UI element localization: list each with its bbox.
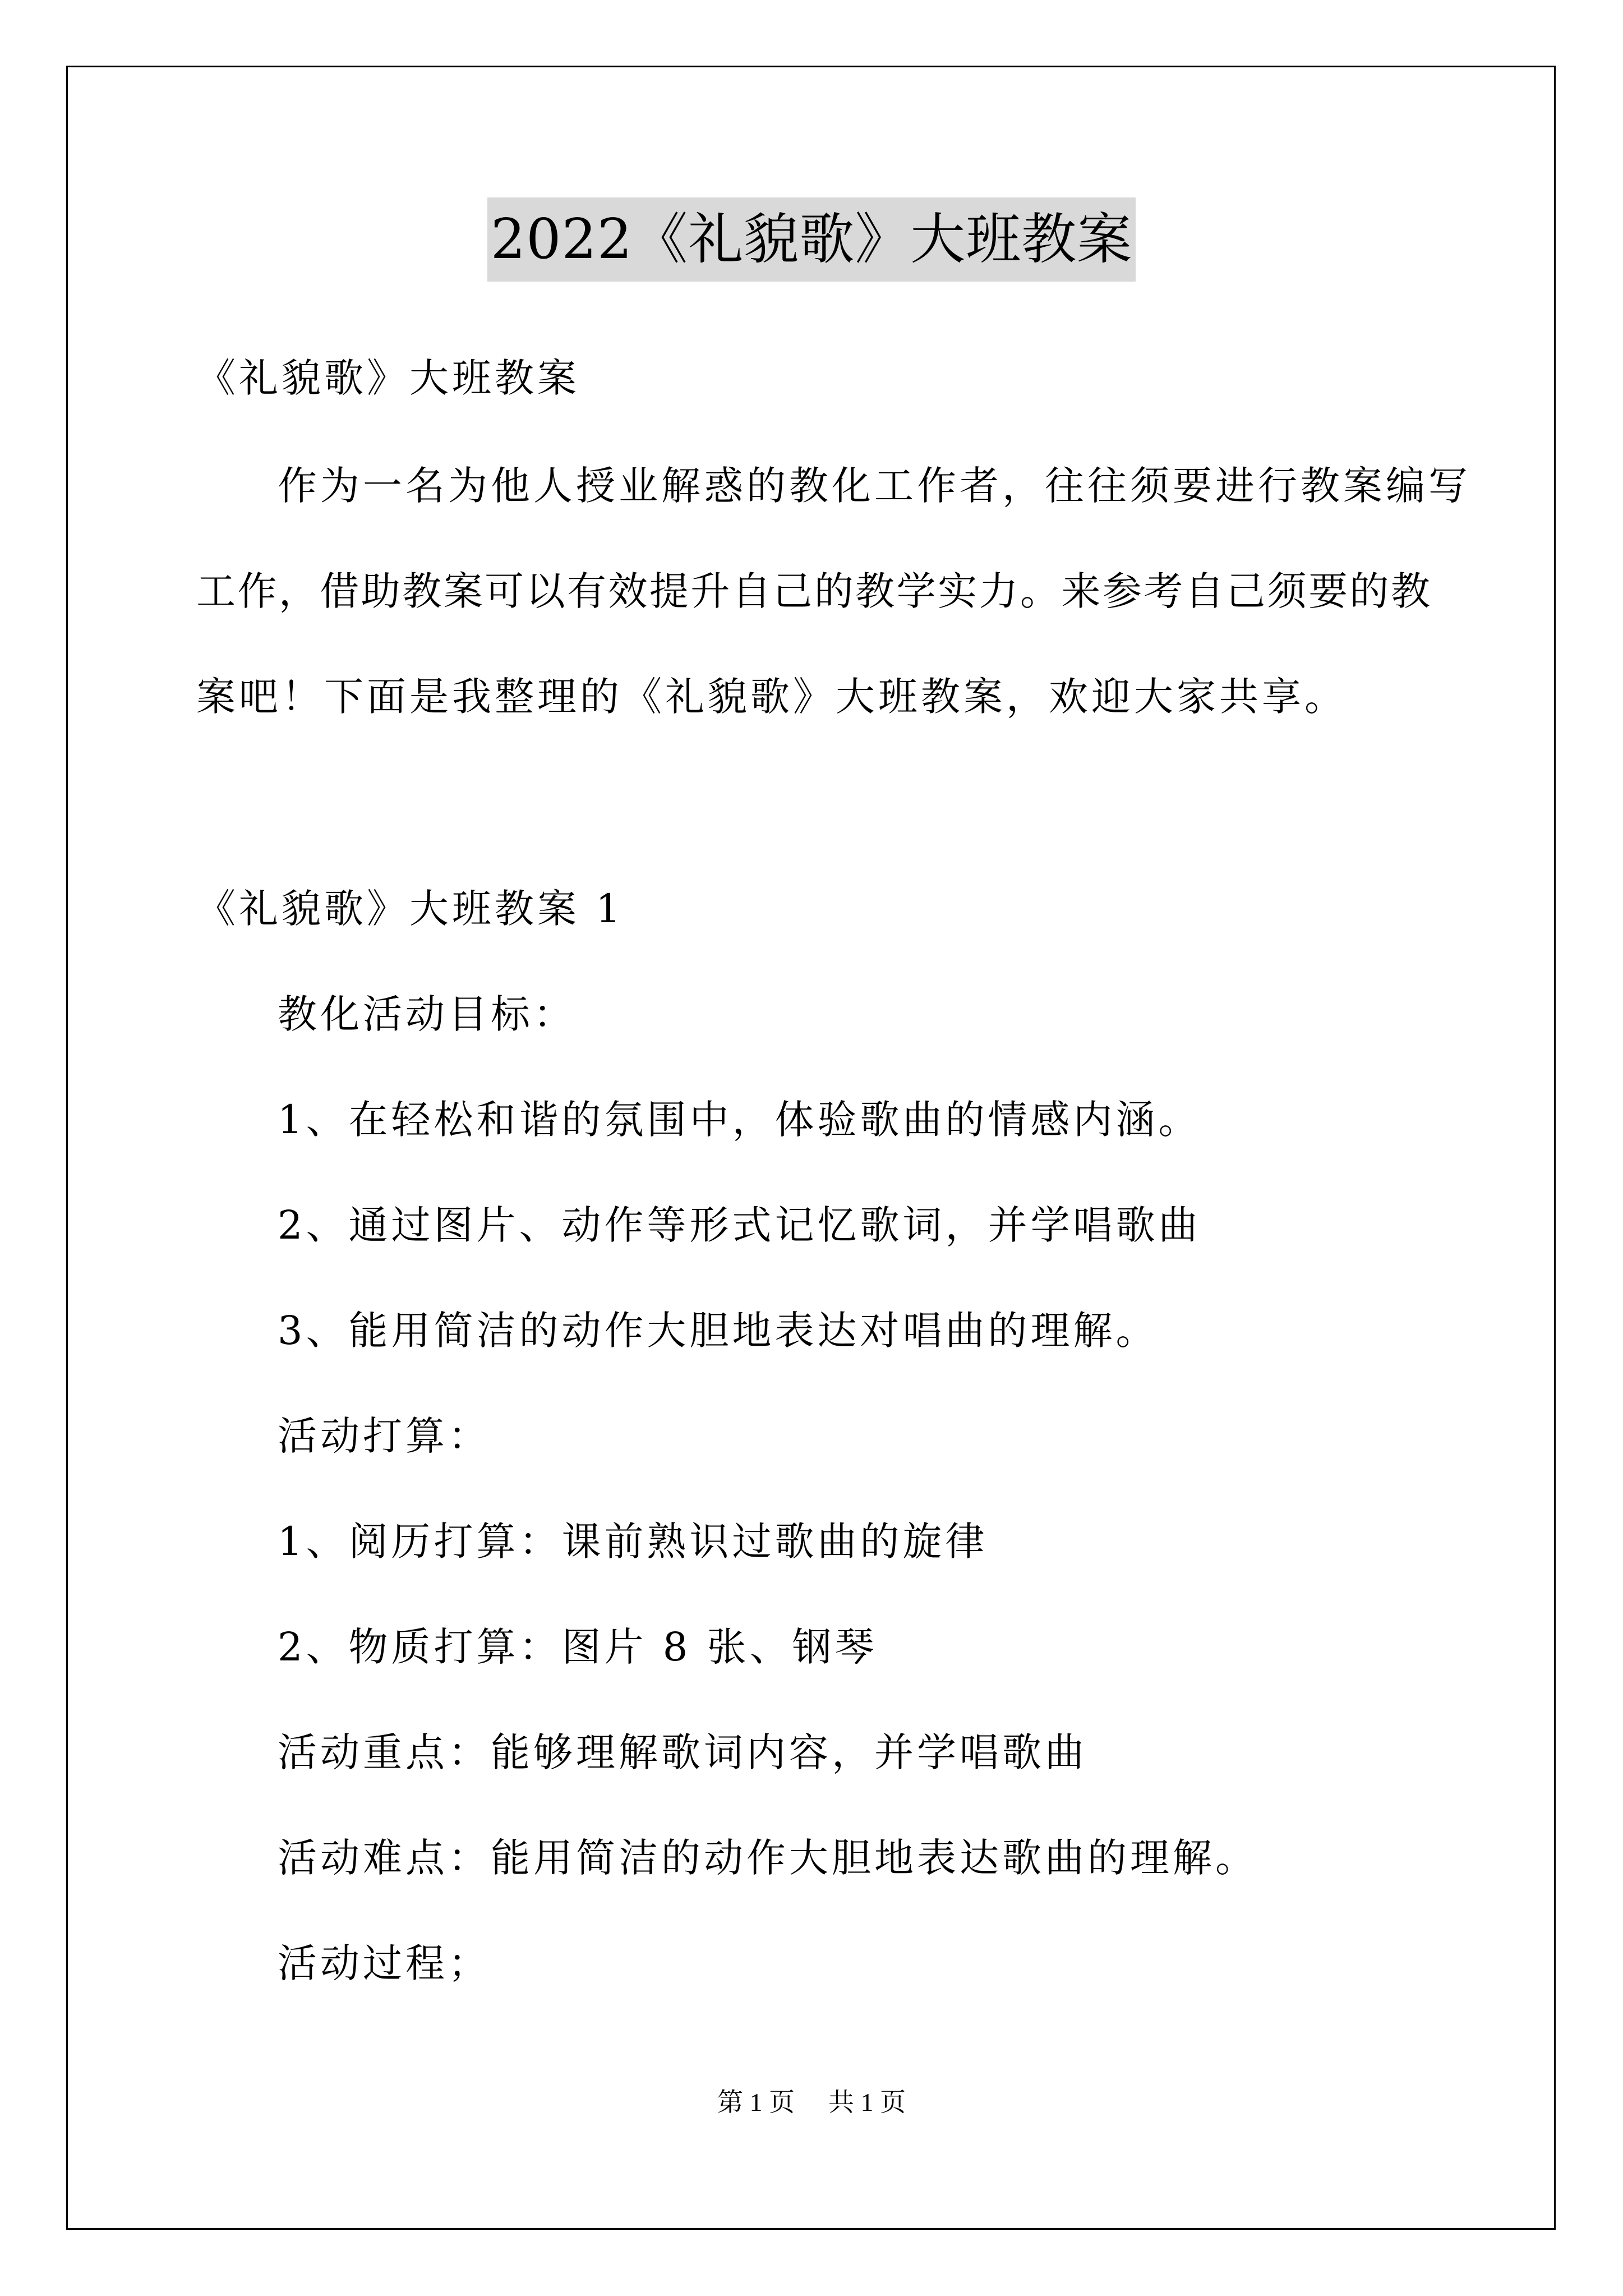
page-total: 共 1 页 xyxy=(828,2088,906,2116)
body-line-9: 活动难点：能用简洁的动作大胆地表达歌曲的理解。 xyxy=(278,1835,1258,1881)
page-footer xyxy=(0,2086,1623,2119)
intro-line-3: 案吧！下面是我整理的《礼貌歌》大班教案，欢迎大家共享。 xyxy=(196,674,1347,720)
document-subtitle: 《礼貌歌》大班教案 xyxy=(196,355,580,401)
intro-line-2: 工作，借助教案可以有效提升自己的教学实力。来参考自己须要的教 xyxy=(196,568,1430,614)
body-line-7: 2、物质打算：图片 8 张、钢琴 xyxy=(278,1624,878,1670)
body-line-6: 1、阅历打算：课前熟识过歌曲的旋律 xyxy=(278,1519,988,1565)
body-line-1: 教化活动目标： xyxy=(278,991,576,1037)
document-title: 2022《礼貌歌》大班教案 xyxy=(487,197,1136,282)
page-number: 第 1 页 xyxy=(717,2088,795,2116)
body-line-3: 2、通过图片、动作等形式记忆歌词，并学唱歌曲 xyxy=(278,1202,1201,1248)
section-title: 《礼貌歌》大班教案 1 xyxy=(196,886,624,932)
body-line-2: 1、在轻松和谐的氛围中，体验歌曲的情感内涵。 xyxy=(278,1097,1201,1143)
title-container xyxy=(0,197,1623,282)
body-line-4: 3、能用简洁的动作大胆地表达对唱曲的理解。 xyxy=(278,1308,1159,1354)
body-line-8: 活动重点：能够理解歌词内容，并学唱歌曲 xyxy=(278,1729,1087,1775)
body-line-5: 活动打算： xyxy=(278,1413,491,1459)
intro-line-1: 作为一名为他人授业解惑的教化工作者，往往须要进行教案编写 xyxy=(278,463,1471,509)
body-line-10: 活动过程； xyxy=(278,1940,491,1986)
